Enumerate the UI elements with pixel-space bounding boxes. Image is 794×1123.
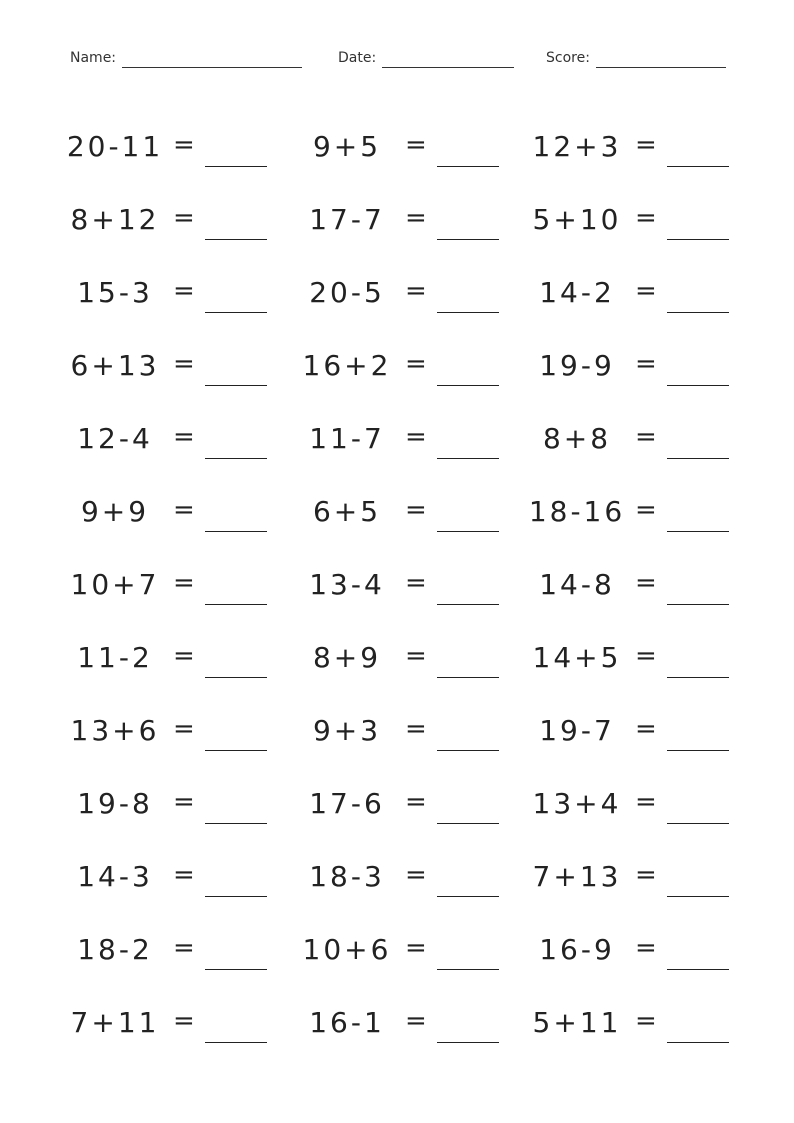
answer-blank[interactable]: [437, 312, 499, 313]
answer-blank[interactable]: [437, 677, 499, 678]
equals-sign: =: [173, 714, 195, 744]
equals-sign: =: [173, 203, 195, 233]
problem-row: [0, 629, 794, 702]
equals-sign: =: [635, 276, 657, 306]
problem-expression: 15-3: [77, 276, 153, 309]
problem-expression: 11-2: [77, 641, 153, 674]
problem-grid: [0, 118, 794, 1067]
answer-blank[interactable]: [205, 750, 267, 751]
score-field: [546, 48, 726, 68]
equals-sign: =: [173, 349, 195, 379]
problem-expression: 13+6: [70, 714, 160, 747]
answer-blank[interactable]: [437, 969, 499, 970]
answer-blank[interactable]: [437, 385, 499, 386]
answer-blank[interactable]: [205, 823, 267, 824]
equals-sign: =: [173, 568, 195, 598]
answer-blank[interactable]: [205, 969, 267, 970]
answer-blank[interactable]: [437, 458, 499, 459]
problem-expression: 11-7: [309, 422, 385, 455]
equals-sign: =: [173, 641, 195, 671]
worksheet-header: [0, 48, 794, 72]
equals-sign: =: [635, 495, 657, 525]
equals-sign: =: [173, 1006, 195, 1036]
equals-sign: =: [635, 349, 657, 379]
equals-sign: =: [405, 641, 427, 671]
problem-expression: 17-7: [309, 203, 385, 236]
answer-blank[interactable]: [205, 677, 267, 678]
equals-sign: =: [635, 933, 657, 963]
score-label: Score:: [546, 50, 590, 66]
equals-sign: =: [405, 860, 427, 890]
answer-blank[interactable]: [205, 604, 267, 605]
equals-sign: =: [635, 130, 657, 160]
date-blank-line[interactable]: [382, 53, 514, 68]
answer-blank[interactable]: [437, 750, 499, 751]
equals-sign: =: [173, 787, 195, 817]
problem-expression: 8+8: [542, 422, 612, 455]
problem-expression: 8+9: [312, 641, 382, 674]
problem-row: [0, 702, 794, 775]
answer-blank[interactable]: [667, 166, 729, 167]
answer-blank[interactable]: [667, 750, 729, 751]
equals-sign: =: [635, 714, 657, 744]
equals-sign: =: [635, 860, 657, 890]
answer-blank[interactable]: [667, 896, 729, 897]
problem-expression: 8+12: [70, 203, 160, 236]
problem-expression: 7+13: [532, 860, 622, 893]
answer-blank[interactable]: [667, 385, 729, 386]
problem-expression: 20-11: [66, 130, 164, 163]
problem-expression: 12+3: [532, 130, 622, 163]
date-field: [338, 48, 514, 68]
problem-expression: 9+5: [312, 130, 382, 163]
problem-expression: 7+11: [70, 1006, 160, 1039]
answer-blank[interactable]: [437, 239, 499, 240]
problem-row: [0, 994, 794, 1067]
equals-sign: =: [635, 203, 657, 233]
equals-sign: =: [405, 1006, 427, 1036]
answer-blank[interactable]: [667, 1042, 729, 1043]
problem-expression: 19-9: [539, 349, 615, 382]
answer-blank[interactable]: [667, 458, 729, 459]
problem-expression: 12-4: [77, 422, 153, 455]
equals-sign: =: [173, 495, 195, 525]
answer-blank[interactable]: [437, 604, 499, 605]
equals-sign: =: [173, 933, 195, 963]
answer-blank[interactable]: [205, 385, 267, 386]
equals-sign: =: [405, 203, 427, 233]
name-field: [70, 48, 302, 68]
problem-row: [0, 556, 794, 629]
problem-expression: 19-7: [539, 714, 615, 747]
answer-blank[interactable]: [205, 896, 267, 897]
problem-row: [0, 921, 794, 994]
problem-expression: 18-16: [528, 495, 626, 528]
problem-expression: 6+5: [312, 495, 382, 528]
equals-sign: =: [173, 422, 195, 452]
answer-blank[interactable]: [437, 823, 499, 824]
answer-blank[interactable]: [205, 1042, 267, 1043]
score-blank-line[interactable]: [596, 53, 726, 68]
problem-expression: 16-9: [539, 933, 615, 966]
equals-sign: =: [635, 641, 657, 671]
problem-expression: 5+10: [532, 203, 622, 236]
answer-blank[interactable]: [667, 677, 729, 678]
answer-blank[interactable]: [437, 531, 499, 532]
equals-sign: =: [405, 933, 427, 963]
name-blank-line[interactable]: [122, 53, 302, 68]
problem-row: [0, 483, 794, 556]
problem-expression: 16-1: [309, 1006, 385, 1039]
problem-expression: 16+2: [302, 349, 392, 382]
equals-sign: =: [173, 860, 195, 890]
problem-expression: 13-4: [309, 568, 385, 601]
answer-blank[interactable]: [667, 531, 729, 532]
equals-sign: =: [635, 422, 657, 452]
problem-expression: 18-3: [309, 860, 385, 893]
problem-row: [0, 264, 794, 337]
equals-sign: =: [635, 787, 657, 817]
answer-blank[interactable]: [667, 239, 729, 240]
answer-blank[interactable]: [205, 312, 267, 313]
problem-row: [0, 191, 794, 264]
answer-blank[interactable]: [205, 239, 267, 240]
equals-sign: =: [635, 1006, 657, 1036]
equals-sign: =: [405, 130, 427, 160]
equals-sign: =: [405, 787, 427, 817]
problem-expression: 14+5: [532, 641, 622, 674]
answer-blank[interactable]: [205, 166, 267, 167]
name-label: Name:: [70, 50, 117, 66]
problem-expression: 10+7: [70, 568, 160, 601]
answer-blank[interactable]: [205, 458, 267, 459]
equals-sign: =: [635, 568, 657, 598]
problem-expression: 9+3: [312, 714, 382, 747]
equals-sign: =: [173, 130, 195, 160]
problem-expression: 20-5: [309, 276, 385, 309]
problem-expression: 5+11: [532, 1006, 622, 1039]
answer-blank[interactable]: [205, 531, 267, 532]
answer-blank[interactable]: [667, 604, 729, 605]
answer-blank[interactable]: [437, 166, 499, 167]
problem-row: [0, 848, 794, 921]
problem-expression: 13+4: [532, 787, 622, 820]
problem-expression: 14-8: [539, 568, 615, 601]
answer-blank[interactable]: [667, 969, 729, 970]
answer-blank[interactable]: [437, 1042, 499, 1043]
problem-expression: 14-2: [539, 276, 615, 309]
equals-sign: =: [405, 714, 427, 744]
equals-sign: =: [405, 422, 427, 452]
equals-sign: =: [173, 276, 195, 306]
equals-sign: =: [405, 276, 427, 306]
date-label: Date:: [338, 50, 377, 66]
problem-row: [0, 118, 794, 191]
problem-row: [0, 337, 794, 410]
equals-sign: =: [405, 495, 427, 525]
problem-expression: 18-2: [77, 933, 153, 966]
problem-expression: 19-8: [77, 787, 153, 820]
problem-expression: 9+9: [80, 495, 150, 528]
answer-blank[interactable]: [667, 823, 729, 824]
answer-blank[interactable]: [667, 312, 729, 313]
problem-row: [0, 775, 794, 848]
equals-sign: =: [405, 568, 427, 598]
problem-expression: 10+6: [302, 933, 392, 966]
problem-expression: 17-6: [309, 787, 385, 820]
problem-row: [0, 410, 794, 483]
answer-blank[interactable]: [437, 896, 499, 897]
problem-expression: 14-3: [77, 860, 153, 893]
problem-expression: 6+13: [70, 349, 160, 382]
equals-sign: =: [405, 349, 427, 379]
